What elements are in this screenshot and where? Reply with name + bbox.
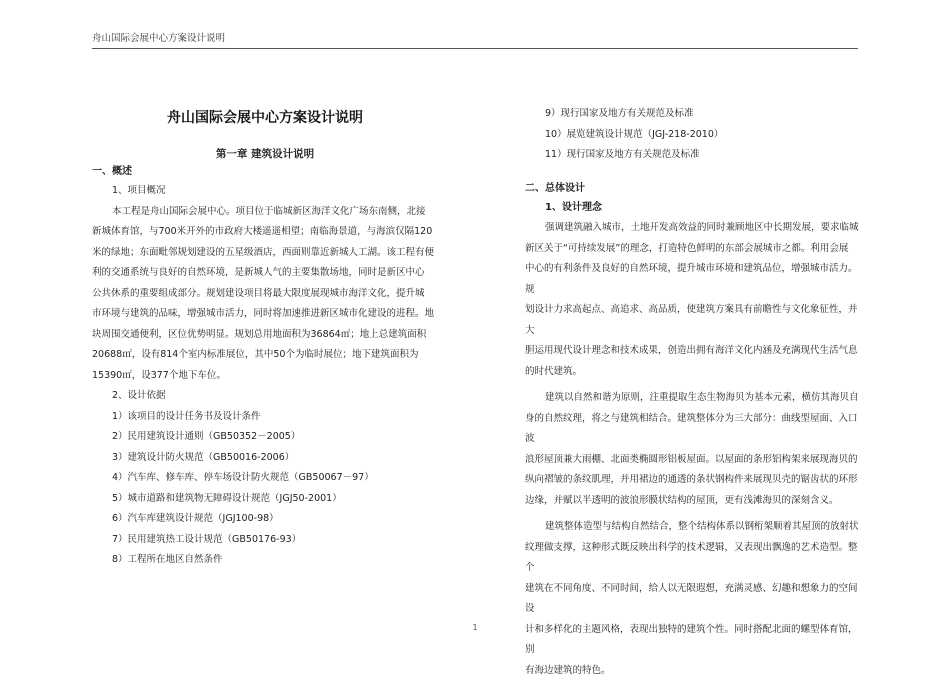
list-item: 6）汽车库建筑设计规范（JGJ100-98） [92, 509, 438, 530]
paragraph-shell-form [525, 388, 859, 511]
list-item: 3）建筑设计防火规范（GB50016-2006） [92, 448, 438, 469]
paragraph-line: 块周围交通便利，区位优势明显。规划总用地面积为36864㎡；地上总建筑面积 [92, 325, 438, 346]
paragraph-line: 建筑以自然和谐为原则，注重提取生态生物海贝为基本元素，横仿其海贝自 [525, 388, 859, 409]
design-basis-list-continued [525, 104, 859, 166]
list-item: 2）民用建筑设计通则（GB50352－2005） [92, 427, 438, 448]
paragraph-line: 米的绿地；东面毗邻规划建设的五星级酒店，西面则靠近新城人工湖。该工程有便 [92, 243, 438, 264]
paragraph-line: 市环境与建筑的品味，增强城市活力，同时将加速推进新区城市化建设的进程。地 [92, 304, 438, 325]
list-item: 9）现行国家及地方有关规范及标准 [525, 104, 859, 125]
running-header: 舟山国际会展中心方案设计说明 [92, 30, 858, 49]
paragraph-line: 有海边建筑的特色。 [525, 661, 859, 681]
list-item: 5）城市道路和建筑物无障碍设计规范（JGJ50-2001） [92, 489, 438, 510]
chapter-heading: 第一章 建筑设计说明 [92, 145, 438, 163]
paragraph-line: 纹理做支撑，这种形式既反映出科学的技术逻辑，又表现出飘逸的艺术造型。整个 [525, 538, 859, 579]
document-title: 舟山国际会展中心方案设计说明 [92, 108, 438, 128]
section-heading-overview: 一、概述 [92, 163, 438, 181]
paragraph-line: 的时代建筑。 [525, 362, 859, 383]
list-item: 7）民用建筑热工设计规范（GB50176-93） [92, 530, 438, 551]
subsection-heading-project: 1、项目概况 [92, 181, 438, 202]
paragraph-line: 20688㎡，设有814个室内标准展位，其中50个为临时展位；地下建筑面积为 [92, 345, 438, 366]
paragraph-line: 胆运用现代设计理念和技术成果，创造出拥有海洋文化内涵及充满现代生活气息 [525, 341, 859, 362]
page-number: 1 [0, 623, 950, 632]
left-column [92, 108, 438, 571]
paragraph-line: 15390㎡，设377个地下车位。 [92, 366, 438, 387]
paragraph-line: 新城体育馆，与700米开外的市政府大楼遥遥相望；南临海景道，与海滨仅隔120 [92, 222, 438, 243]
list-item: 11）现行国家及地方有关规范及标准 [525, 145, 859, 166]
paragraph-project-overview [92, 202, 438, 387]
paragraph-line: 计和多样化的主题风格，表现出独特的建筑个性。同时搭配北面的螺型体育馆，别 [525, 620, 859, 661]
paragraph-line: 边缘，并赋以半透明的波浪形膜状结构的屋顶，更有浅滩海贝的深刻含义。 [525, 491, 859, 512]
paragraph-line: 本工程是舟山国际会展中心。项目位于临城新区海洋文化广场东南侧，北接 [92, 202, 438, 223]
list-item: 8）工程所在地区自然条件 [92, 550, 438, 571]
subsection-heading-concept: 1、设计理念 [525, 198, 859, 219]
paragraph-structure [525, 517, 859, 681]
paragraph-line: 公共休系的重要组成部分。规划建设项目将最大限度展现城市海洋文化，提升城 [92, 284, 438, 305]
paragraph-line: 纵向褶皱的条纹肌理，并用裙边的通透的条状钢构件来展现贝壳的锯齿状的环形 [525, 470, 859, 491]
list-item: 10）展览建筑设计规范（JGJ-218-2010） [525, 125, 859, 146]
list-item: 4）汽车库、修车库、停车场设计防火规范（GB50067－97） [92, 468, 438, 489]
paragraph-line: 建筑在不同角度、不同时间，给人以无限遐想，充满灵感、幻趣和想象力的空间设 [525, 579, 859, 620]
list-item: 1）该项目的设计任务书及设计条件 [92, 407, 438, 428]
paragraph-line: 浪形屋顶兼大雨棚、北面类椭圆形铝板屋面。以屋面的条形铝构架来展现海贝的 [525, 450, 859, 471]
spacer [525, 166, 859, 180]
paragraph-line: 利的交通系统与良好的自然环境，是新城人气的主要集散场地，同时是新区中心 [92, 263, 438, 284]
paragraph-line: 身的自然纹理，将之与建筑相结合。建筑整体分为三大部分：曲线型屋面、入口波 [525, 409, 859, 450]
subsection-heading-basis: 2、设计依据 [92, 386, 438, 407]
design-basis-list [92, 407, 438, 571]
paragraph-line: 新区关于“可持续发展”的理念，打造特色鲜明的东部会展城市之都。利用会展 [525, 239, 859, 260]
paragraph-line: 划设计力求高起点、高追求、高品质，使建筑方案具有前瞻性与文化象征性，并大 [525, 300, 859, 341]
paragraph-line: 强调建筑融入城市，土地开发高效益的同时兼顾地区中长期发展，要求临城 [525, 218, 859, 239]
right-column [525, 104, 859, 681]
paragraph-line: 建筑整体造型与结构自然结合，整个结构体系以钢桁架顺着其屋顶的放射状 [525, 517, 859, 538]
section-heading-overall-design: 二、总体设计 [525, 180, 859, 198]
paragraph-line: 中心的有利条件及良好的自然环境，提升城市环境和建筑品位，增强城市活力。规 [525, 259, 859, 300]
paragraph-concept [525, 218, 859, 382]
